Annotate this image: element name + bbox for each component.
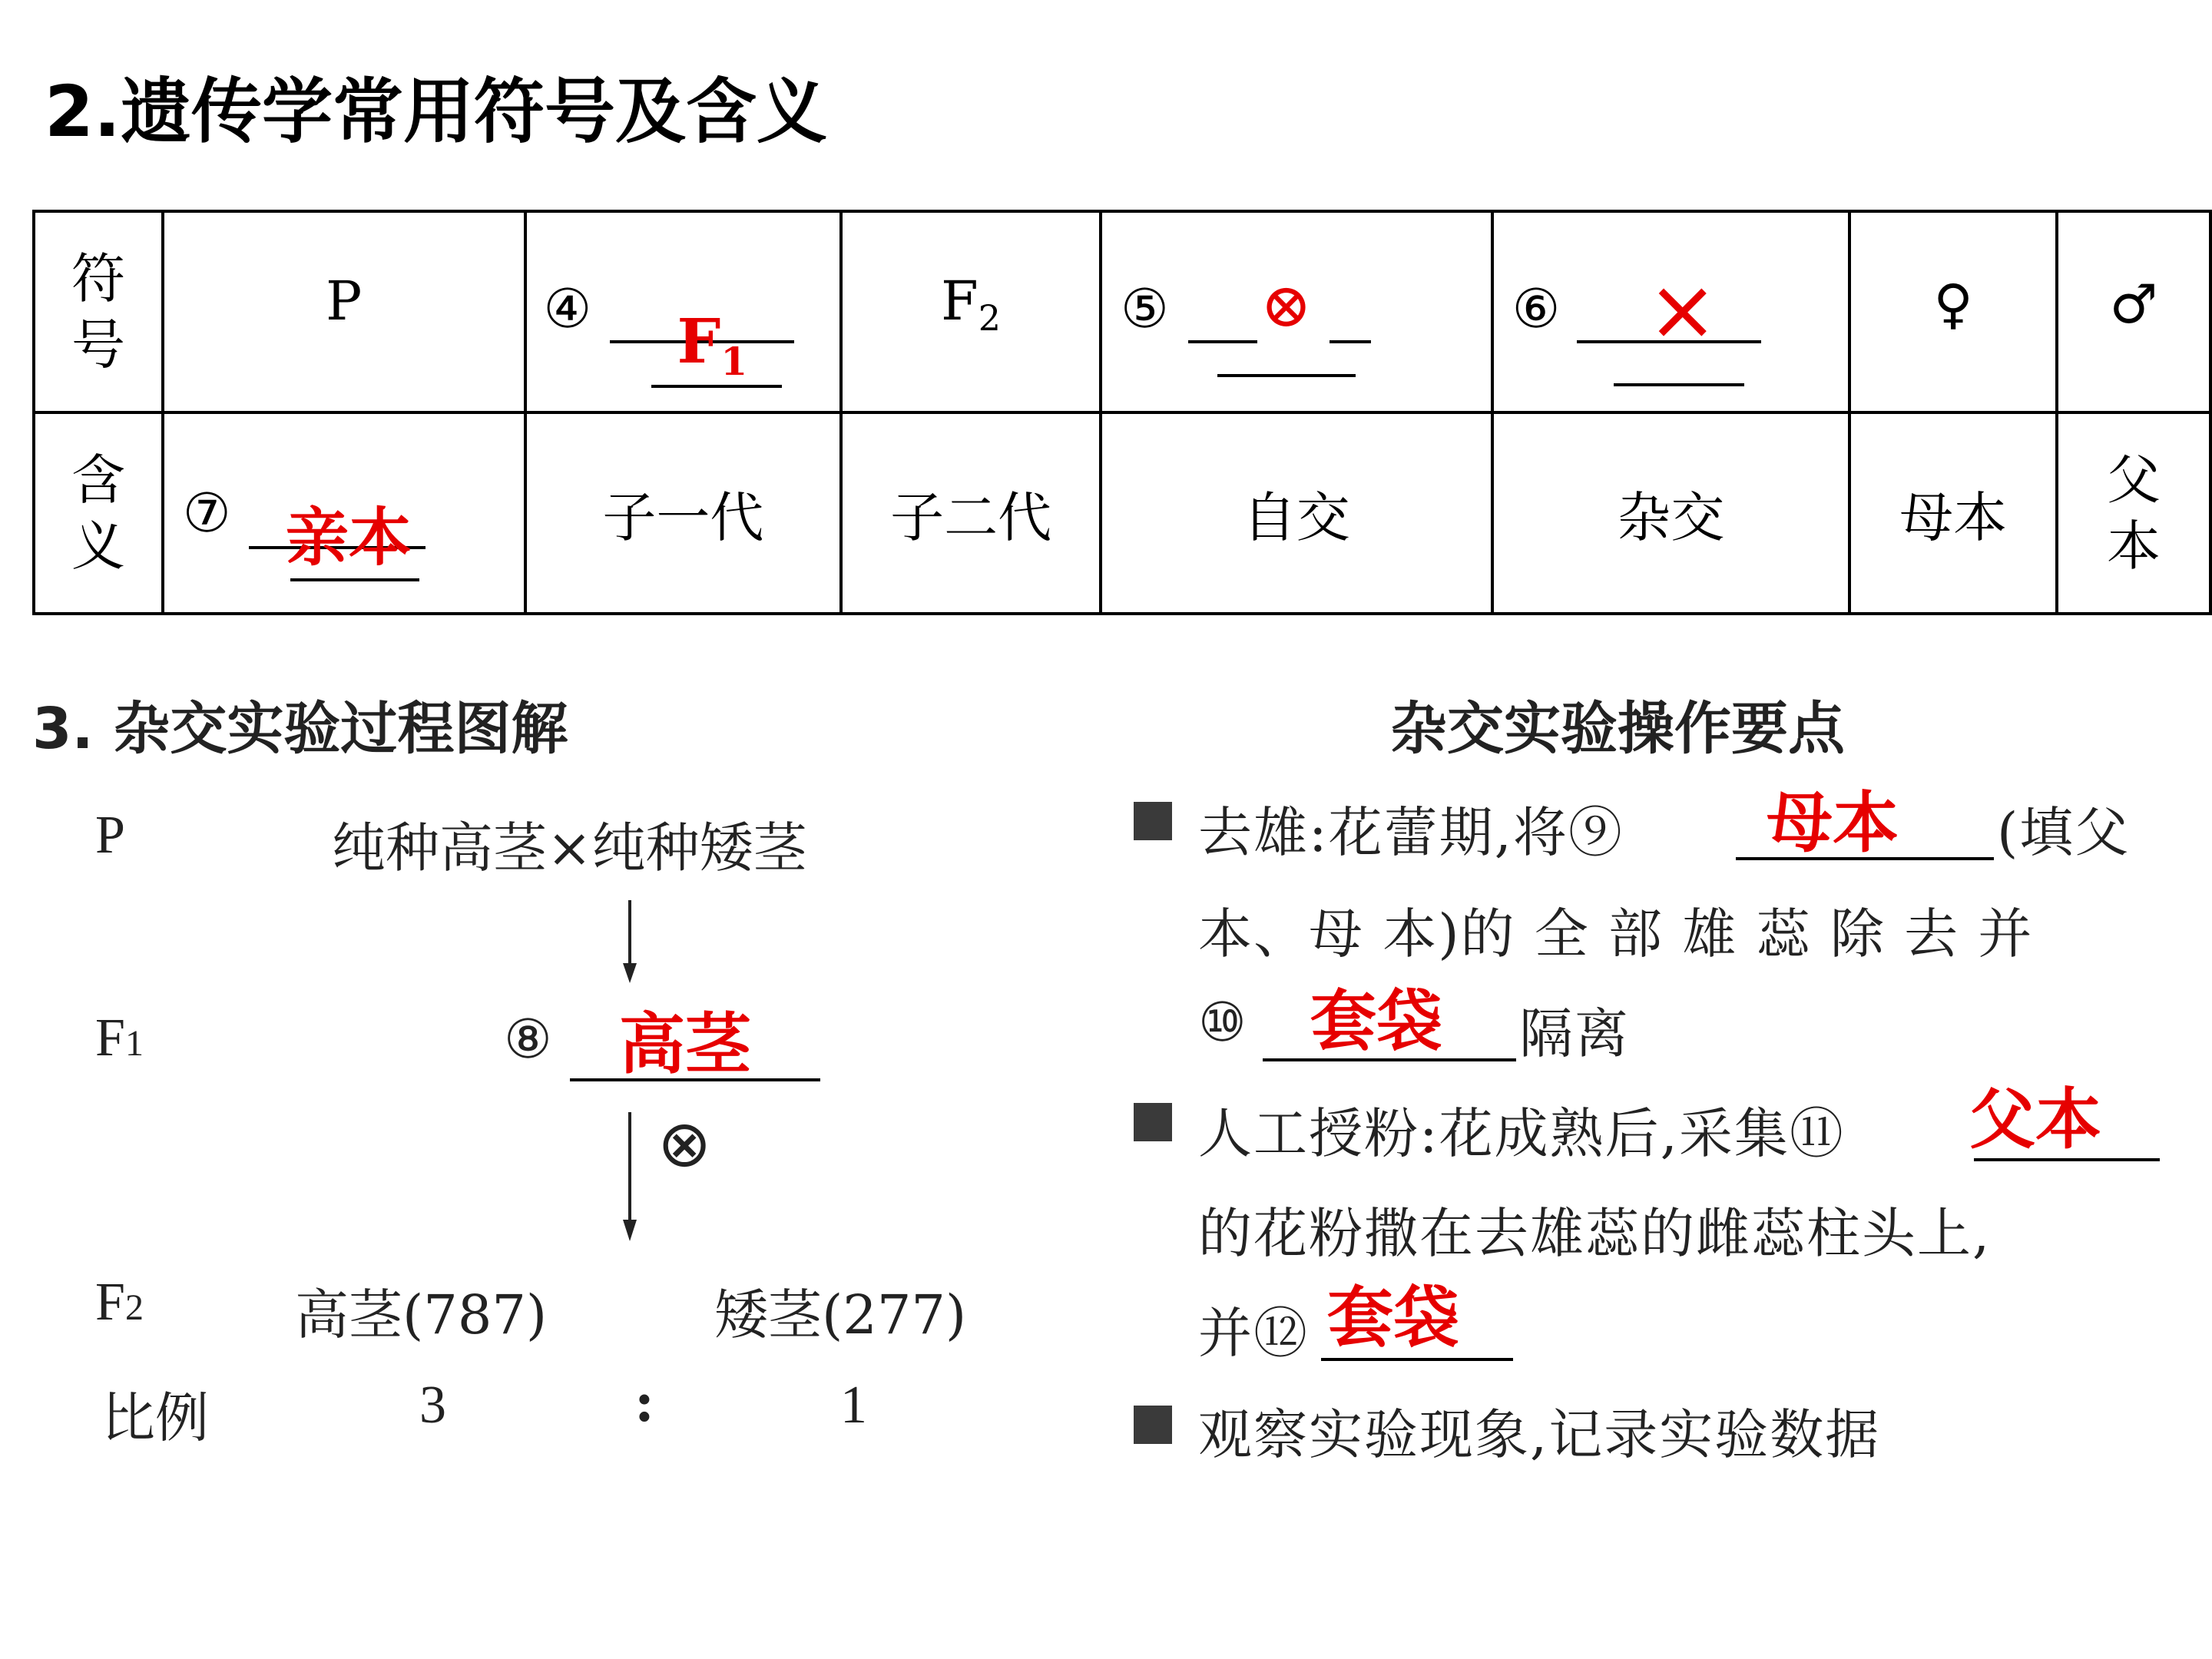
- meaning-f2: 子二代: [890, 485, 1052, 549]
- row-header-meaning-char1: 含: [71, 449, 125, 512]
- blank-number-7: ⑦: [182, 482, 231, 545]
- section3-title: 3. 杂交实验过程图解: [32, 696, 568, 762]
- cell-meaning-father: [2057, 412, 2210, 614]
- meaning-mother: 母本: [1899, 485, 2008, 549]
- ratio-label: 比例: [101, 1386, 209, 1449]
- answer-father: 父本: [1969, 1081, 2101, 1158]
- p-label: P: [95, 806, 125, 865]
- answer-mother: 母本: [1767, 785, 1899, 862]
- row-header-meaning: [34, 412, 163, 614]
- answer-f1-sub: 1: [720, 339, 748, 384]
- meaning-father-char1: 父: [2107, 449, 2161, 512]
- operations-title: 杂交实验操作要点: [1390, 696, 1845, 762]
- female-icon: ♀: [1933, 273, 1973, 336]
- f2-label-letter: F: [95, 1273, 125, 1332]
- op2-line3-a: 并⑫: [1198, 1302, 1309, 1365]
- blank-number-5: ⑤: [1120, 277, 1169, 340]
- bullet-square-icon: [1134, 1406, 1172, 1444]
- cell-meaning-cross: [1492, 412, 1850, 614]
- selfing-icon: ⊗: [657, 1106, 712, 1181]
- p-content: 纯种高茎×纯种矮茎: [332, 816, 807, 879]
- answer-underline-4: [651, 385, 782, 388]
- answer-bagging-2: 套袋: [1327, 1280, 1459, 1356]
- cell-meaning-mother: [1849, 412, 2057, 614]
- cell-symbol-p: [163, 211, 525, 412]
- answer-tall-stem: 高茎: [619, 1006, 751, 1083]
- f1-label: [95, 1008, 144, 1069]
- cell-symbol-cross: [1492, 211, 1850, 412]
- op2-line2: 的花粉撒在去雄蕊的雌蕊柱头上,: [1198, 1202, 1992, 1265]
- row-header-symbol-char2: 号: [71, 313, 125, 376]
- blank-number-10: ⑩: [1198, 991, 1248, 1054]
- f1-label-letter: F: [95, 1008, 125, 1068]
- row-header-symbol: [34, 211, 163, 412]
- cell-meaning-selfing: [1101, 412, 1492, 614]
- blank-line-5a: [1188, 340, 1257, 343]
- cell-symbol-f1: [525, 211, 842, 412]
- f2-tall-count: 高茎(787): [295, 1283, 548, 1346]
- symbol-f2: [941, 270, 1002, 339]
- symbol-p: P: [326, 270, 363, 333]
- bullet-square-icon: [1134, 1103, 1172, 1141]
- blank-number-6: ⑥: [1512, 277, 1561, 340]
- cell-symbol-selfing: [1101, 211, 1492, 412]
- op3-text: 观察实验现象,记录实验数据: [1198, 1403, 1881, 1466]
- op2-line1-a: 人工授粉:花成熟后,采集⑪: [1198, 1102, 1845, 1165]
- male-icon: ♂: [2109, 273, 2158, 336]
- cell-meaning-parent: [163, 412, 525, 614]
- meaning-cross: 杂交: [1617, 485, 1725, 549]
- symbol-f2-sub: 2: [978, 297, 1002, 339]
- blank-number-4: ④: [543, 277, 592, 340]
- blank-line-5b: [1330, 340, 1371, 343]
- op1-line3-b: 隔离: [1519, 1002, 1630, 1065]
- cell-meaning-f2: [841, 412, 1101, 614]
- page-title: 2.遗传学常用符号及含义: [45, 71, 827, 153]
- op1-line1-a: 去雄:花蕾期,将⑨: [1198, 801, 1624, 864]
- f2-short-count: 矮茎(277): [714, 1283, 967, 1346]
- ratio-value-tall: 3: [419, 1376, 446, 1435]
- row-header-symbol-char1: 符: [71, 247, 125, 310]
- f2-label: [95, 1272, 144, 1333]
- answer-underline-6: [1614, 383, 1744, 386]
- meaning-selfing: 自交: [1242, 485, 1350, 549]
- cell-meaning-f1: [525, 412, 842, 614]
- meaning-father-char2: 本: [2107, 515, 2161, 578]
- arrow-down-1: [614, 900, 645, 985]
- arrow-down-2: [614, 1112, 645, 1243]
- meaning-f1: 子一代: [602, 485, 764, 549]
- f2-label-sub: 2: [124, 1287, 144, 1328]
- answer-parent: 亲本: [285, 502, 412, 575]
- answer-f1: [677, 305, 748, 384]
- cell-symbol-female: [1849, 211, 2057, 412]
- answer-underline-5: [1217, 374, 1356, 377]
- ratio-value-short: 1: [840, 1376, 867, 1435]
- f1-label-sub: 1: [124, 1023, 144, 1064]
- op1-line2: 本、母 本)的 全 部 雄 蕊 除 去 并: [1198, 902, 2034, 965]
- answer-f1-letter: F: [677, 305, 721, 377]
- symbol-f2-letter: F: [941, 270, 979, 333]
- op1-line1-b: (填父: [1997, 801, 2131, 864]
- answer-cross-symbol: ×: [1647, 260, 1718, 359]
- cell-symbol-male: [2057, 211, 2210, 412]
- blank-number-8: ⑧: [504, 1008, 552, 1071]
- ratio-colon: :: [634, 1370, 654, 1434]
- answer-selfing-symbol: ⊗: [1260, 270, 1313, 341]
- bullet-square-icon: [1134, 802, 1172, 840]
- cell-symbol-f2: [841, 211, 1101, 412]
- symbol-table: [32, 210, 2212, 615]
- answer-bagging-1: 套袋: [1310, 983, 1442, 1060]
- row-header-meaning-char2: 义: [71, 515, 125, 578]
- answer-underline-7: [290, 578, 419, 581]
